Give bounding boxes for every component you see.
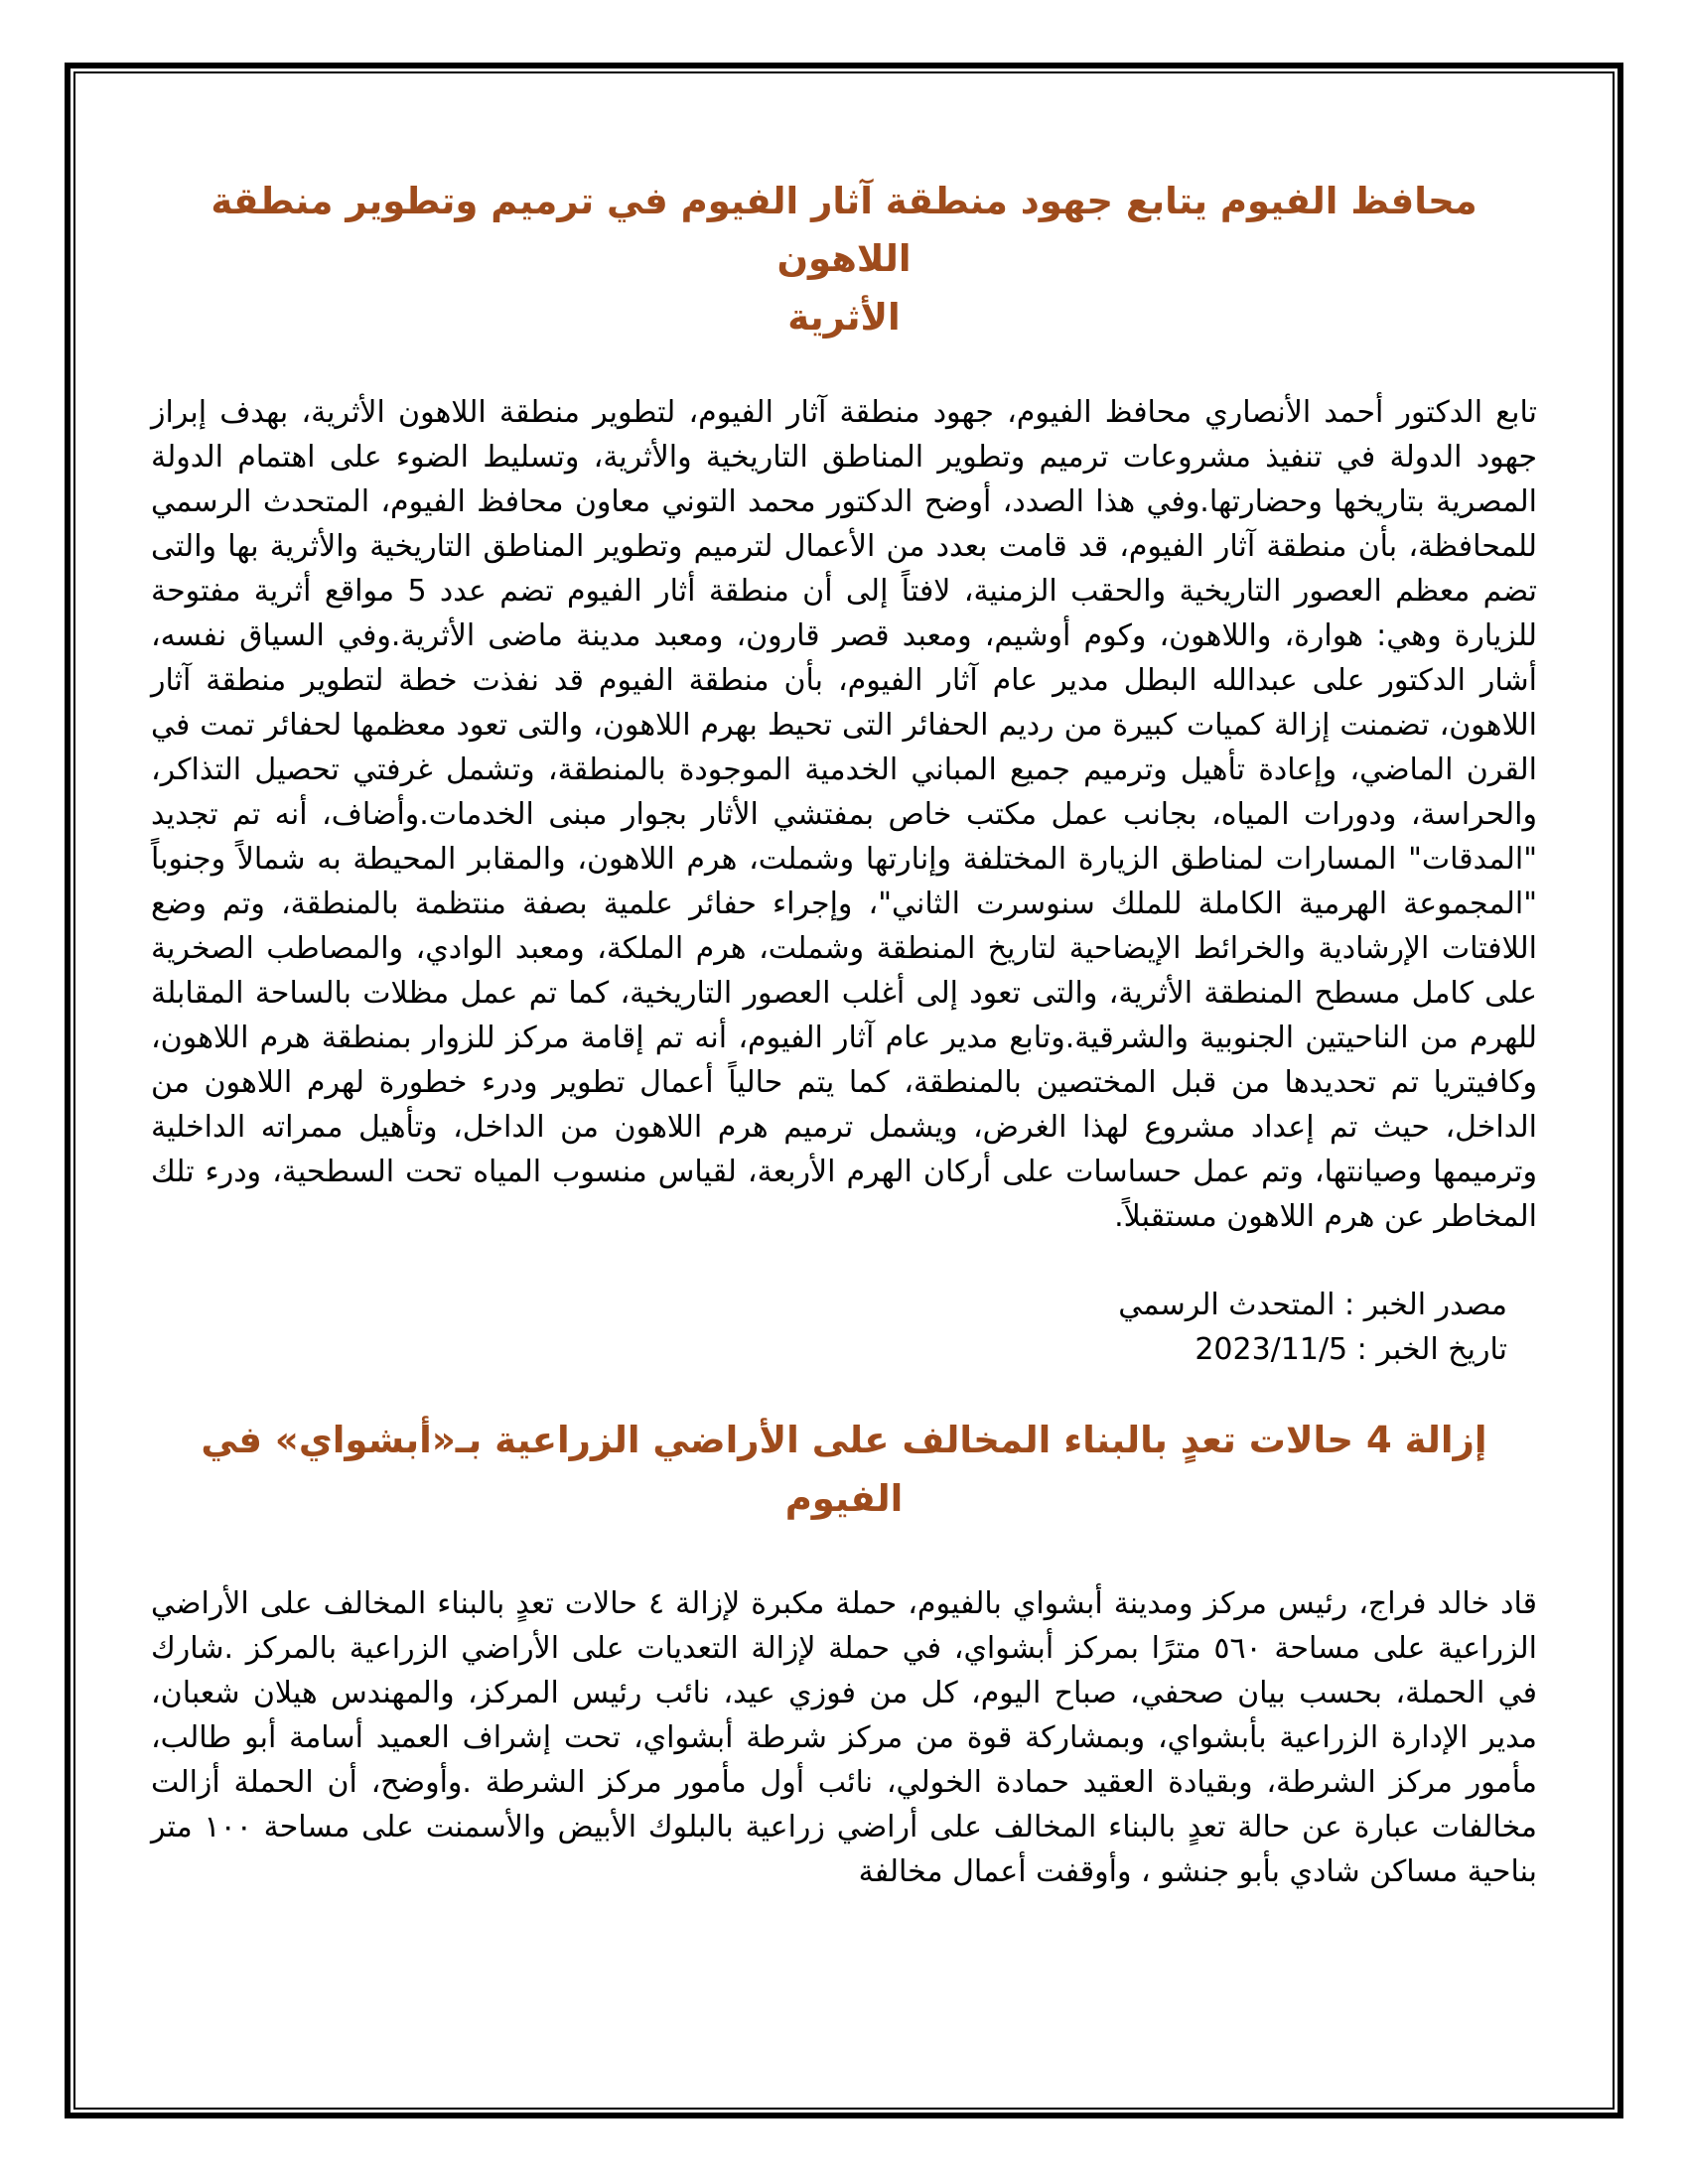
article-2-title-line-2: الفيوم (784, 1476, 904, 1520)
news-date-line: تاريخ الخبر : 2023/11/5 (1195, 1332, 1507, 1368)
article-1-title-line-2: الأثرية (787, 295, 901, 339)
document-content (75, 73, 1613, 1894)
page-border (65, 63, 1623, 2118)
article-1-title (151, 173, 1537, 346)
article-1-meta (151, 1283, 1507, 1372)
news-source-line: مصدر الخبر : المتحدث الرسمي (1118, 1288, 1507, 1323)
article-2-title (151, 1412, 1537, 1528)
article-2-body: قاد خالد فراج، رئيس مركز ومدينة أبشواي بالفيوم، حملة مكبرة لإزالة ٤ حالات تعدٍ بالبناء المخالف على الأراضي الزراعية على مساحة ٥٦٠ مترًا بمركز أبشواي، في حملة لإزالة التعديات على الأراضي الزراعية بالمركز .شارك في الحملة، بحسب بيان صحفي، صباح اليوم، كل من فوزي عيد، نائب رئيس المركز، والمهندس هيلان شعبان، مدير الإدارة الزراعية بأبشواي، وبمشاركة قوة من مركز شرطة أبشواي، تحت إشراف العميد أسامة أبو طالب، مأمور مركز الشرطة، وبقيادة العقيد حمادة الخولي، نائب أول مأمور مركز الشرطة .وأوضح، أن الحملة أزالت مخالفات عبارة عن حالة تعدٍ بالبناء المخالف على أراضي زراعية بالبلوك الأبيض والأسمنت على مساحة ١٠٠ متر بناحية مساكن شادي بأبو جنشو ، وأوقفت أعمال مخالفة (151, 1586, 1538, 1890)
article-1-title-line-1: محافظ الفيوم يتابع جهود منطقة آثار الفيوم في ترميم وتطوير منطقة اللاهون (211, 180, 1477, 281)
page-border-inner (73, 71, 1615, 2110)
article-1-body: تابع الدكتور أحمد الأنصاري محافظ الفيوم، جهود منطقة آثار الفيوم، لتطوير منطقة اللاهون الأثرية، بهدف إبراز جهود الدولة في تنفيذ مشروعات ترميم وتطوير المناطق التاريخية والأثرية، وتسليط الضوء على اهتمام الدولة المصرية بتاريخها وحضارتها.وفي هذا الصدد، أوضح الدكتور محمد التوني معاون محافظ الفيوم، المتحدث الرسمي للمحافظة، بأن منطقة آثار الفيوم، قد قامت بعدد من الأعمال لترميم وتطوير المناطق التاريخية والأثرية بها والتى تضم معظم العصور التاريخية والحقب الزمنية، لافتاً إلى أن منطقة أثار الفيوم تضم عدد 5 مواقع أثرية مفتوحة للزيارة وهي: هوارة، واللاهون، وكوم أوشيم، ومعبد قصر قارون، ومعبد مدينة ماضى الأثرية.وفي السياق نفسه، أشار الدكتور على عبدالله البطل مدير عام آثار الفيوم، بأن منطقة الفيوم قد نفذت خطة لتطوير منطقة آثار اللاهون، تضمنت إزالة كميات كبيرة من رديم الحفائر التى تحيط بهرم اللاهون، والتى تعود معظمها لحفائر تمت في القرن الماضي، وإعادة تأهيل وترميم جميع المباني الخدمية الموجودة بالمنطقة، وتشمل غرفتي تحصيل التذاكر، والحراسة، ودورات المياه، بجانب عمل مكتب خاص بمفتشي الأثار بجوار مبنى الخدمات.وأضاف، أنه تم تجديد "المدقات" المسارات لمناطق الزيارة المختلفة وإنارتها وشملت، هرم اللاهون، والمقابر المحيطة به شمالاً وجنوباً "المجموعة الهرمية الكاملة للملك سنوسرت الثاني"، وإجراء حفائر علمية بصفة منتظمة بالمنطقة، وتم وضع اللافتات الإرشادية والخرائط الإيضاحية لتاريخ المنطقة وشملت، هرم الملكة، ومعبد الوادي، والمصاطب الصخرية على كامل مسطح المنطقة الأثرية، والتى تعود إلى أغلب العصور التاريخية، كما تم عمل مظلات بالساحة المقابلة للهرم من الناحيتين الجنوبية والشرقية.وتابع مدير عام آثار الفيوم، أنه تم إقامة مركز للزوار بمنطقة هرم اللاهون، وكافيتريا تم تحديدها من قبل المختصين بالمنطقة، كما يتم حالياً أعمال تطوير ودرء خطورة لهرم اللاهون من الداخل، حيث تم إعداد مشروع لهذا الغرض، ويشمل ترميم هرم اللاهون من الداخل، وتأهيل ممراته الداخلية وترميمها وصيانتها، وتم عمل حساسات على أركان الهرم الأربعة، لقياس منسوب المياه تحت السطحية، ودرء تلك المخاطر عن هرم اللاهون مستقبلاً. (151, 395, 1537, 1235)
article-2-title-line-1: إزالة 4 حالات تعدٍ بالبناء المخالف على الأراضي الزراعية بـ«أبشواي» في (201, 1419, 1487, 1462)
